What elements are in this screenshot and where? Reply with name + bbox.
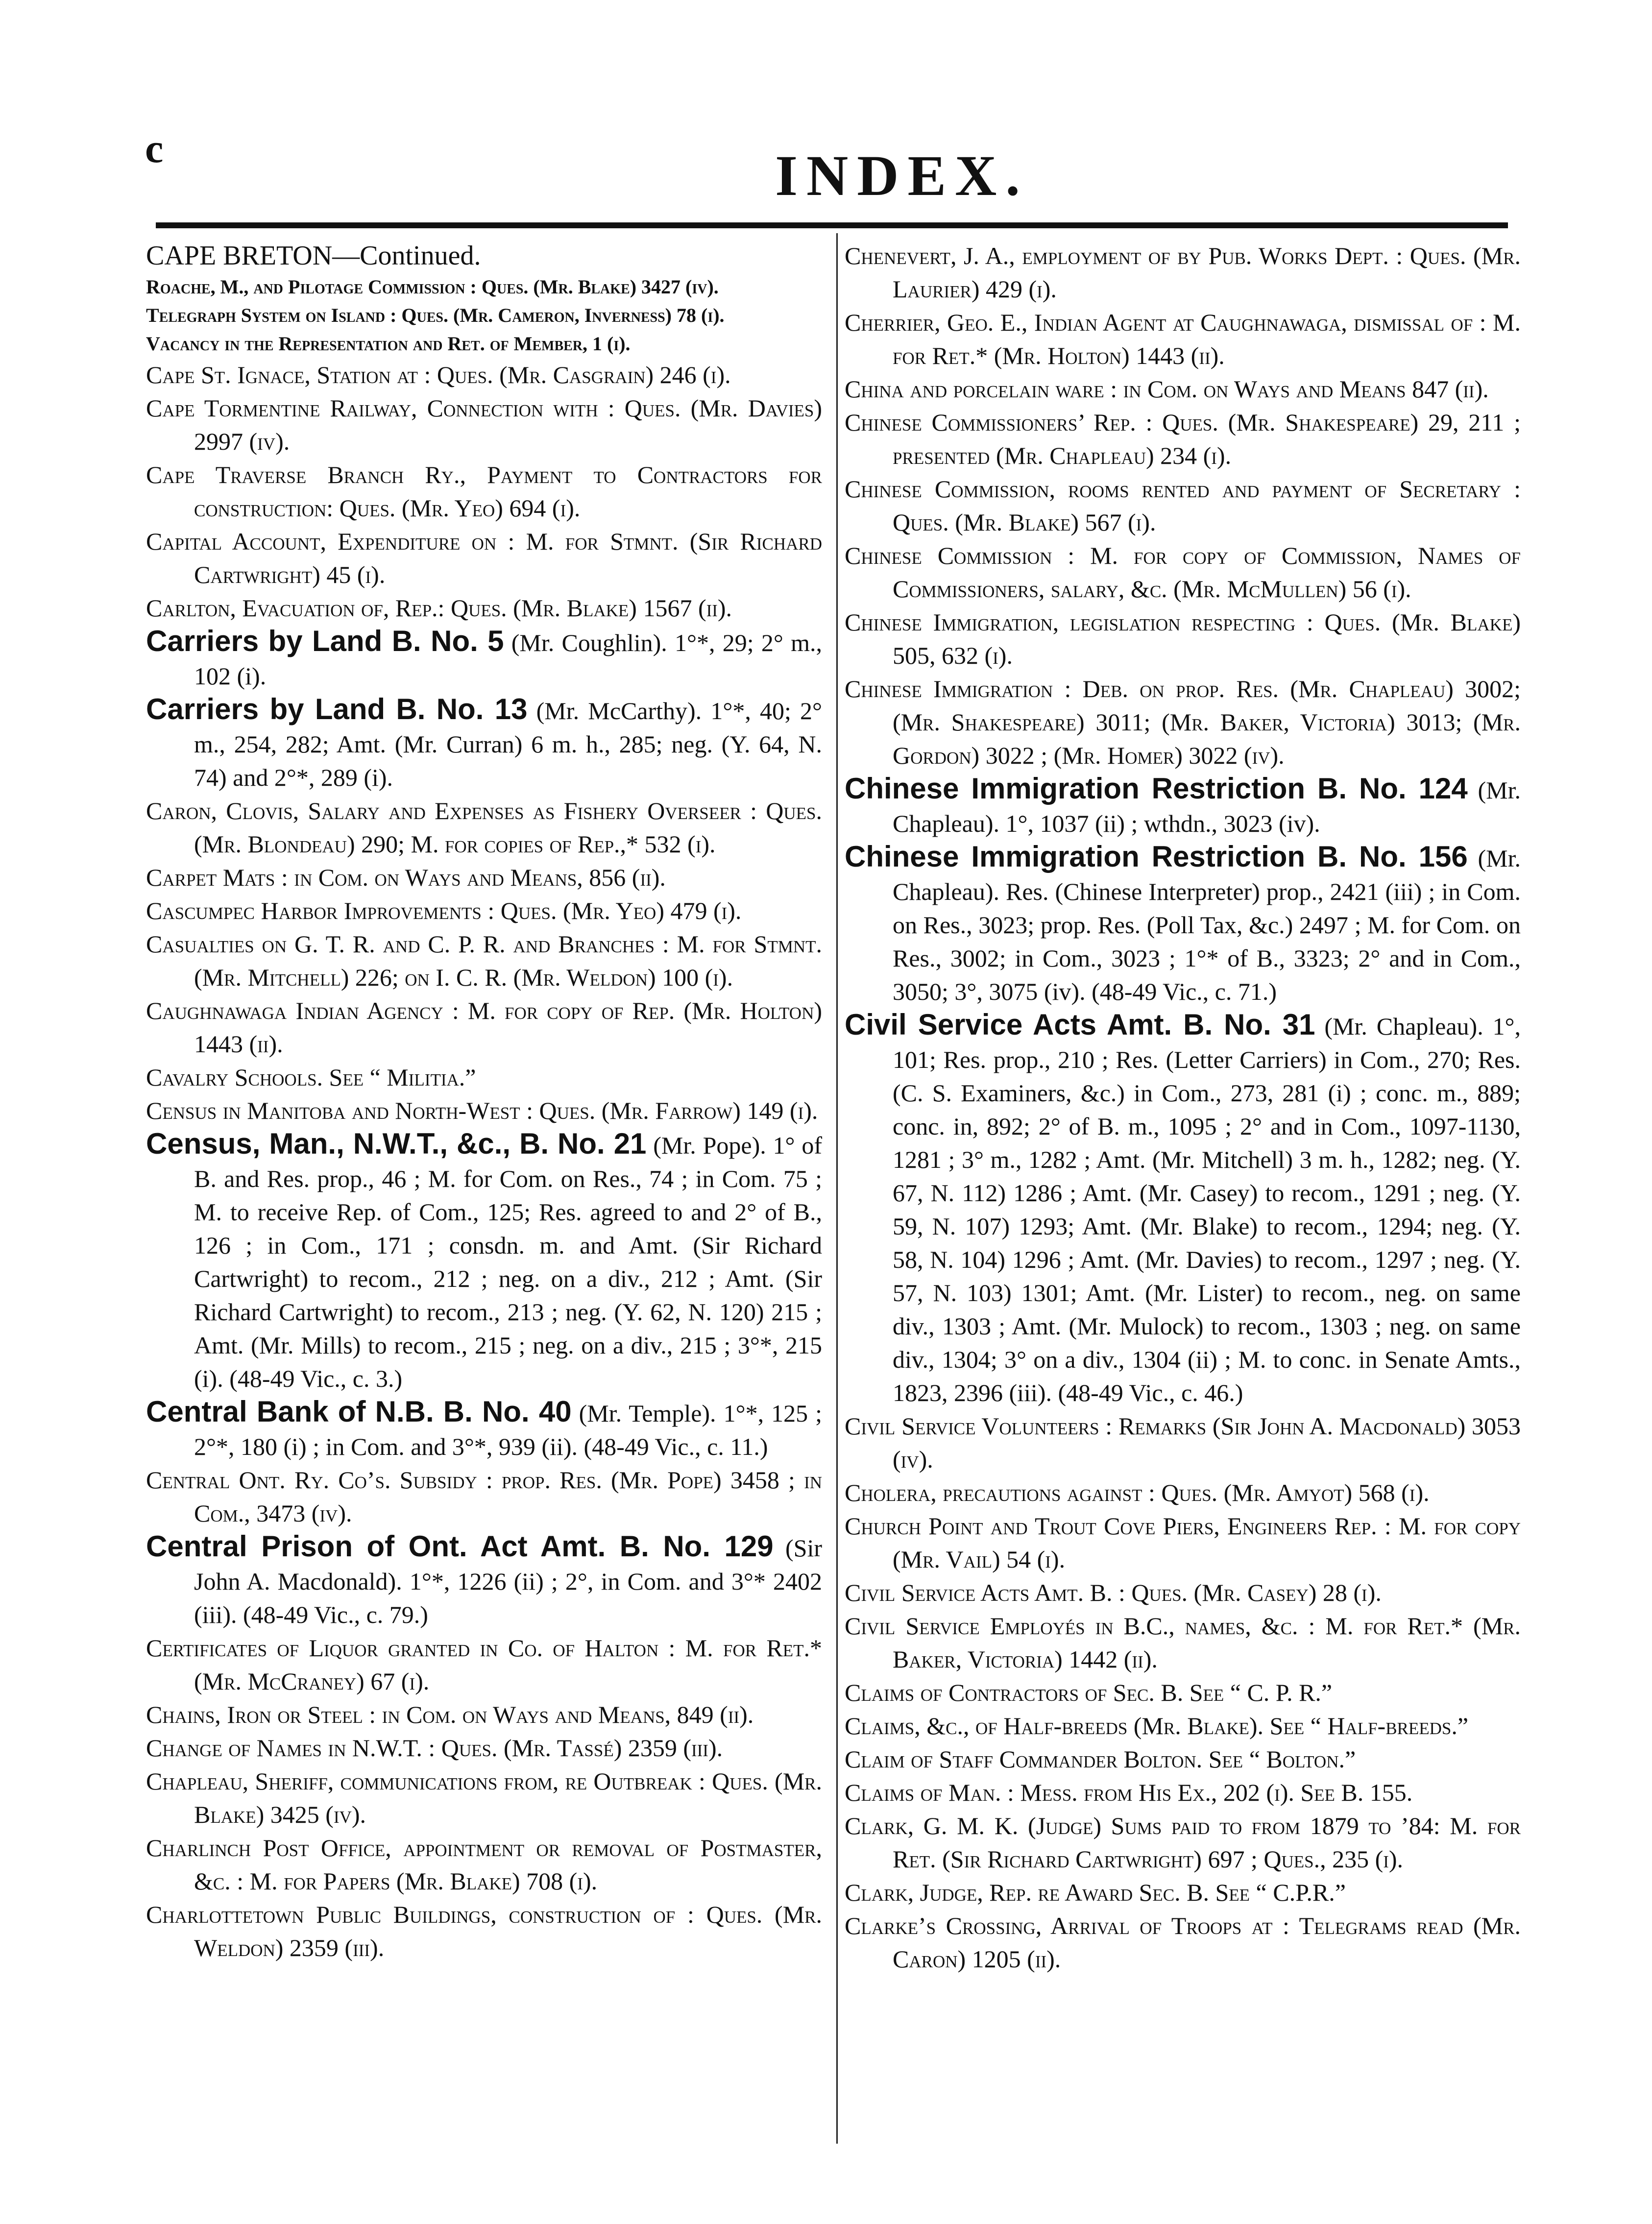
entry-text: Civil Service Volunteers : Remarks (Sir John A. Macdonald) 3053 (iv). xyxy=(845,1412,1521,1473)
index-entry xyxy=(146,273,822,301)
index-entry xyxy=(845,1609,1521,1676)
entry-text: Chinese Immigration : Deb. on prop. Res. (Mr. Chapleau) 3002; (Mr. Shakespeare) 3011; (Mr. Baker, Victoria) 3013; (Mr. Gordon) 3022 ; (Mr. Homer) 3022 (iv). xyxy=(845,675,1521,769)
index-entry-bill xyxy=(146,1127,822,1395)
index-entry xyxy=(146,1731,822,1765)
entry-text: (Sir John A. Macdonald). 1°*, 1226 (ii) ; 2°, in Com. and 3°* 2402 (iii). (48-49 Vic., c. 79.) xyxy=(194,1534,823,1628)
index-entry xyxy=(146,525,822,591)
index-entry xyxy=(146,1061,822,1094)
entry-text: Caughnawaga Indian Agency : M. for copy of Rep. (Mr. Holton) 1443 (ii). xyxy=(146,997,822,1058)
index-entry xyxy=(146,330,822,358)
index-entry xyxy=(845,539,1521,605)
entry-text: Clark, G. M. K. (Judge) Sums paid to from 1879 to ’84: M. for Ret. (Sir Richard Cartwright) 697 ; Ques., 235 (i). xyxy=(845,1812,1521,1873)
entry-text: Vacancy in the Representation and Ret. of Member, 1 (i). xyxy=(146,333,631,355)
header-rule xyxy=(156,222,1508,228)
entry-text: Church Point and Trout Cove Piers, Engineers Rep. : M. for copy (Mr. Vail) 54 (i). xyxy=(845,1512,1521,1573)
entry-text: Cape Traverse Branch Ry., Payment to Contractors for construction: Ques. (Mr. Yeo) 694 (i). xyxy=(146,461,822,522)
entry-text: Chinese Immigration, legislation respecting : Ques. (Mr. Blake) 505, 632 (i). xyxy=(845,608,1521,669)
index-entry xyxy=(845,306,1521,372)
entry-text: Telegraph System on Island : Ques. (Mr. Cameron, Inverness) 78 (i). xyxy=(146,304,725,326)
index-entry xyxy=(146,894,822,927)
bill-title: Central Prison of Ont. Act Amt. B. No. 129 xyxy=(146,1530,774,1563)
index-entry xyxy=(845,1409,1521,1476)
entry-text: Cherrier, Geo. E., Indian Agent at Caughnawaga, dismissal of : M. for Ret.* (Mr. Holton) 1443 (ii). xyxy=(845,309,1521,369)
entry-text: Clarke’s Crossing, Arrival of Troops at : Telegrams read (Mr. Caron) 1205 (ii). xyxy=(845,1912,1521,1973)
entry-text: Cape St. Ignace, Station at : Ques. (Mr. Casgrain) 246 (i). xyxy=(146,361,731,388)
entry-text: Cavalry Schools. See “ Militia.” xyxy=(146,1064,476,1091)
index-entry xyxy=(845,1709,1521,1742)
index-entry-bill xyxy=(845,1008,1521,1409)
index-entry xyxy=(146,1898,822,1964)
index-entry xyxy=(146,301,822,330)
entry-text: China and porcelain ware : in Com. on Ways and Means 847 (ii). xyxy=(845,375,1489,403)
index-entry xyxy=(146,1631,822,1698)
entry-text: (Mr. Coughlin). 1°*, 29; 2° m., 102 (i). xyxy=(194,629,822,690)
index-entry xyxy=(146,794,822,861)
entry-text: Chains, Iron or Steel : in Com. on Ways and Means, 849 (ii). xyxy=(146,1701,754,1728)
index-entry xyxy=(146,391,822,458)
index-entry xyxy=(146,1831,822,1898)
index-entry xyxy=(146,239,822,273)
index-entry-bill xyxy=(146,693,822,794)
column-divider xyxy=(836,233,838,2144)
entry-text: Claim of Staff Commander Bolton. See “ Bolton.” xyxy=(845,1745,1356,1773)
index-entry xyxy=(845,1676,1521,1709)
index-entry xyxy=(845,1742,1521,1776)
entry-text: Casualties on G. T. R. and C. P. R. and Branches : M. for Stmnt. (Mr. Mitchell) 226; on I. C. R. (Mr. Weldon) 100 (i). xyxy=(146,930,822,991)
index-entry xyxy=(146,591,822,625)
entry-text: Carlton, Evacuation of, Rep.: Ques. (Mr. Blake) 1567 (ii). xyxy=(146,594,732,622)
index-entry xyxy=(146,1094,822,1127)
index-entry xyxy=(845,1909,1521,1976)
bill-title: Census, Man., N.W.T., &c., B. No. 21 xyxy=(146,1127,647,1160)
entry-text: Capital Account, Expenditure on : M. for Stmnt. (Sir Richard Cartwright) 45 (i). xyxy=(146,528,822,588)
index-entry xyxy=(845,472,1521,539)
entry-text: Clark, Judge, Rep. re Award Sec. B. See “ C.P.R.” xyxy=(845,1879,1346,1906)
index-entry-bill xyxy=(845,840,1521,1008)
index-entry xyxy=(845,672,1521,772)
bill-title: Chinese Immigration Restriction B. No. 124 xyxy=(845,772,1468,805)
entry-text: Certificates of Liquor granted in Co. of Halton : M. for Ret.* (Mr. McCraney) 67 (i). xyxy=(146,1634,822,1695)
index-entry xyxy=(845,1809,1521,1876)
index-entry xyxy=(845,406,1521,472)
entry-text: (Mr. Chapleau). 1°, 101; Res. prop., 210 ; Res. (Letter Carriers) in Com., 270; Res. (C. S. Examiners, &c.) in Com., 273, 281 (i) ; conc. m., 889; conc. in, 892; 2° of B. m., 1095 ; 2° and in Com., 1097-1130, 1281 ; 3° m., 1282 ; Amt. (Mr. Mitchell) 3 m. h., 1282; neg. (Y. 67, N. 112) 1286 ; Amt. (Mr. Casey) to recom., 1291 ; neg. (Y. 59, N. 107) 1293; Amt. (Mr. Blake) to recom., 1294; neg. (Y. 58, N. 104) 1296 ; Amt. (Mr. Davies) to recom., 1297 ; neg. (Y. 57, N. 103) 1301; Amt. (Mr. Lister) to recom., neg. on same div., 1303 ; Amt. (Mr. Mulock) to recom., 1303 ; neg. on same div., 1304; 3° on a div., 1304 (ii) ; M. to conc. in Senate Amts., 1823, 2396 (iii). (48-49 Vic., c. 46.) xyxy=(893,1013,1521,1406)
bill-title: Central Bank of N.B. B. No. 40 xyxy=(146,1395,572,1428)
entry-text: Charlinch Post Office, appointment or removal of Postmaster, &c. : M. for Papers (Mr. Blake) 708 (i). xyxy=(146,1834,822,1895)
entry-text: Civil Service Acts Amt. B. : Ques. (Mr. Casey) 28 (i). xyxy=(845,1579,1382,1606)
entry-text: Civil Service Employés in B.C., names, &c. : M. for Ret.* (Mr. Baker, Victoria) 1442 (ii). xyxy=(845,1612,1521,1673)
index-entry xyxy=(146,861,822,894)
entry-text: Roache, M., and Pilotage Commission : Ques. (Mr. Blake) 3427 (iv). xyxy=(146,276,719,298)
page-letter: c xyxy=(145,126,164,171)
bill-title: Civil Service Acts Amt. B. No. 31 xyxy=(845,1008,1315,1041)
entry-text: Claims, &c., of Half-breeds (Mr. Blake). See “ Half-breeds.” xyxy=(845,1712,1469,1740)
entry-text: (Mr. Chapleau). 1°, 1037 (ii) ; wthdn., 3023 (iv). xyxy=(893,776,1521,837)
entry-text: Cape Tormentine Railway, Connection with : Ques. (Mr. Davies) 2997 (iv). xyxy=(146,394,822,455)
entry-text: Claims of Contractors of Sec. B. See “ C. P. R.” xyxy=(845,1679,1333,1706)
index-entry xyxy=(845,1776,1521,1809)
index-entry xyxy=(845,372,1521,406)
entry-text: Chenevert, J. A., employment of by Pub. Works Dept. : Ques. (Mr. Laurier) 429 (i). xyxy=(845,242,1521,303)
bill-title: Carriers by Land B. No. 13 xyxy=(146,693,528,725)
entry-text: Central Ont. Ry. Co’s. Subsidy : prop. Res. (Mr. Pope) 3458 ; in Com., 3473 (iv). xyxy=(146,1466,822,1527)
entry-text: Chinese Commission : M. for copy of Commission, Names of Commissioners, salary, &c. (Mr. McMullen) 56 (i). xyxy=(845,542,1521,603)
index-entry xyxy=(845,1509,1521,1576)
page-title: INDEX. xyxy=(775,144,1029,208)
entry-text: Carpet Mats : in Com. on Ways and Means, 856 (ii). xyxy=(146,864,666,891)
index-entry-bill xyxy=(146,1395,822,1463)
index-entry xyxy=(146,1698,822,1731)
entry-text: Chinese Commission, rooms rented and payment of Secretary : Ques. (Mr. Blake) 567 (i). xyxy=(845,475,1521,536)
entry-text: Claims of Man. : Mess. from His Ex., 202 (i). See B. 155. xyxy=(845,1779,1413,1806)
index-entry xyxy=(146,1463,822,1530)
index-entry xyxy=(146,458,822,525)
index-entry xyxy=(845,1876,1521,1909)
index-entry xyxy=(845,605,1521,672)
entry-text: (Mr. Chapleau). Res. (Chinese Interpreter) prop., 2421 (iii) ; in Com. on Res., 3023; prop. Res. (Poll Tax, &c.) 2497 ; M. for Com. on Res., 3002; in Com., 3023 ; 1°* of B., 3323; 2° and in Com., 3050; 3°, 3075 (iv). (48-49 Vic., c. 71.) xyxy=(893,845,1521,1005)
index-entry xyxy=(845,1476,1521,1509)
index-entry xyxy=(845,1576,1521,1609)
right-column xyxy=(845,239,1521,1976)
entry-text: Census in Manitoba and North-West : Ques. (Mr. Farrow) 149 (i). xyxy=(146,1097,818,1124)
index-entry xyxy=(146,358,822,391)
entry-text: Cholera, precautions against : Ques. (Mr. Amyot) 568 (i). xyxy=(845,1479,1430,1506)
bill-title: Chinese Immigration Restriction B. No. 156 xyxy=(845,840,1468,873)
entry-text: Caron, Clovis, Salary and Expenses as Fishery Overseer : Ques. (Mr. Blondeau) 290; M. for copies of Rep.,* 532 (i). xyxy=(146,797,822,858)
bill-title: Carriers by Land B. No. 5 xyxy=(146,625,504,657)
entry-text: CAPE BRETON—Continued. xyxy=(146,241,481,271)
index-entry xyxy=(146,994,822,1061)
index-entry-bill xyxy=(845,772,1521,840)
entry-text: (Mr. Temple). 1°*, 125 ; 2°*, 180 (i) ; in Com. and 3°*, 939 (ii). (48-49 Vic., c. 11.) xyxy=(194,1400,822,1460)
entry-text: Charlottetown Public Buildings, construction of : Ques. (Mr. Weldon) 2359 (iii). xyxy=(146,1901,822,1961)
index-entry-bill xyxy=(146,625,822,693)
entry-text: Chapleau, Sheriff, communications from, re Outbreak : Ques. (Mr. Blake) 3425 (iv). xyxy=(146,1767,822,1828)
entry-text: (Mr. McCarthy). 1°*, 40; 2° m., 254, 282; Amt. (Mr. Curran) 6 m. h., 285; neg. (Y. 64, N. 74) and 2°*, 289 (i). xyxy=(194,697,823,791)
index-entry xyxy=(146,927,822,994)
entry-text: Cascumpec Harbor Improvements : Ques. (Mr. Yeo) 479 (i). xyxy=(146,897,742,924)
entry-text: (Mr. Pope). 1° of B. and Res. prop., 46 ; M. for Com. on Res., 74 ; in Com. 75 ; M. to receive Rep. of Com., 125; Res. agreed to and 2° of B., 126 ; in Com., 171 ; consdn. m. and Amt. (Sir Richard Cartwright) to recom., 212 ; neg. on a div., 212 ; Amt. (Sir Richard Cartwright) to recom., 213 ; neg. (Y. 62, N. 120) 215 ; Amt. (Mr. Mills) to recom., 215 ; neg. on a div., 215 ; 3°*, 215 (i). (48-49 Vic., c. 3.) xyxy=(194,1132,823,1392)
left-column xyxy=(146,239,822,1964)
entry-text: Chinese Commissioners’ Rep. : Ques. (Mr. Shakespeare) 29, 211 ; presented (Mr. Chapleau) 234 (i). xyxy=(845,409,1521,469)
index-entry xyxy=(845,239,1521,306)
entry-text: Change of Names in N.W.T. : Ques. (Mr. Tassé) 2359 (iii). xyxy=(146,1734,723,1762)
index-entry-bill xyxy=(146,1530,822,1631)
index-entry xyxy=(146,1765,822,1831)
